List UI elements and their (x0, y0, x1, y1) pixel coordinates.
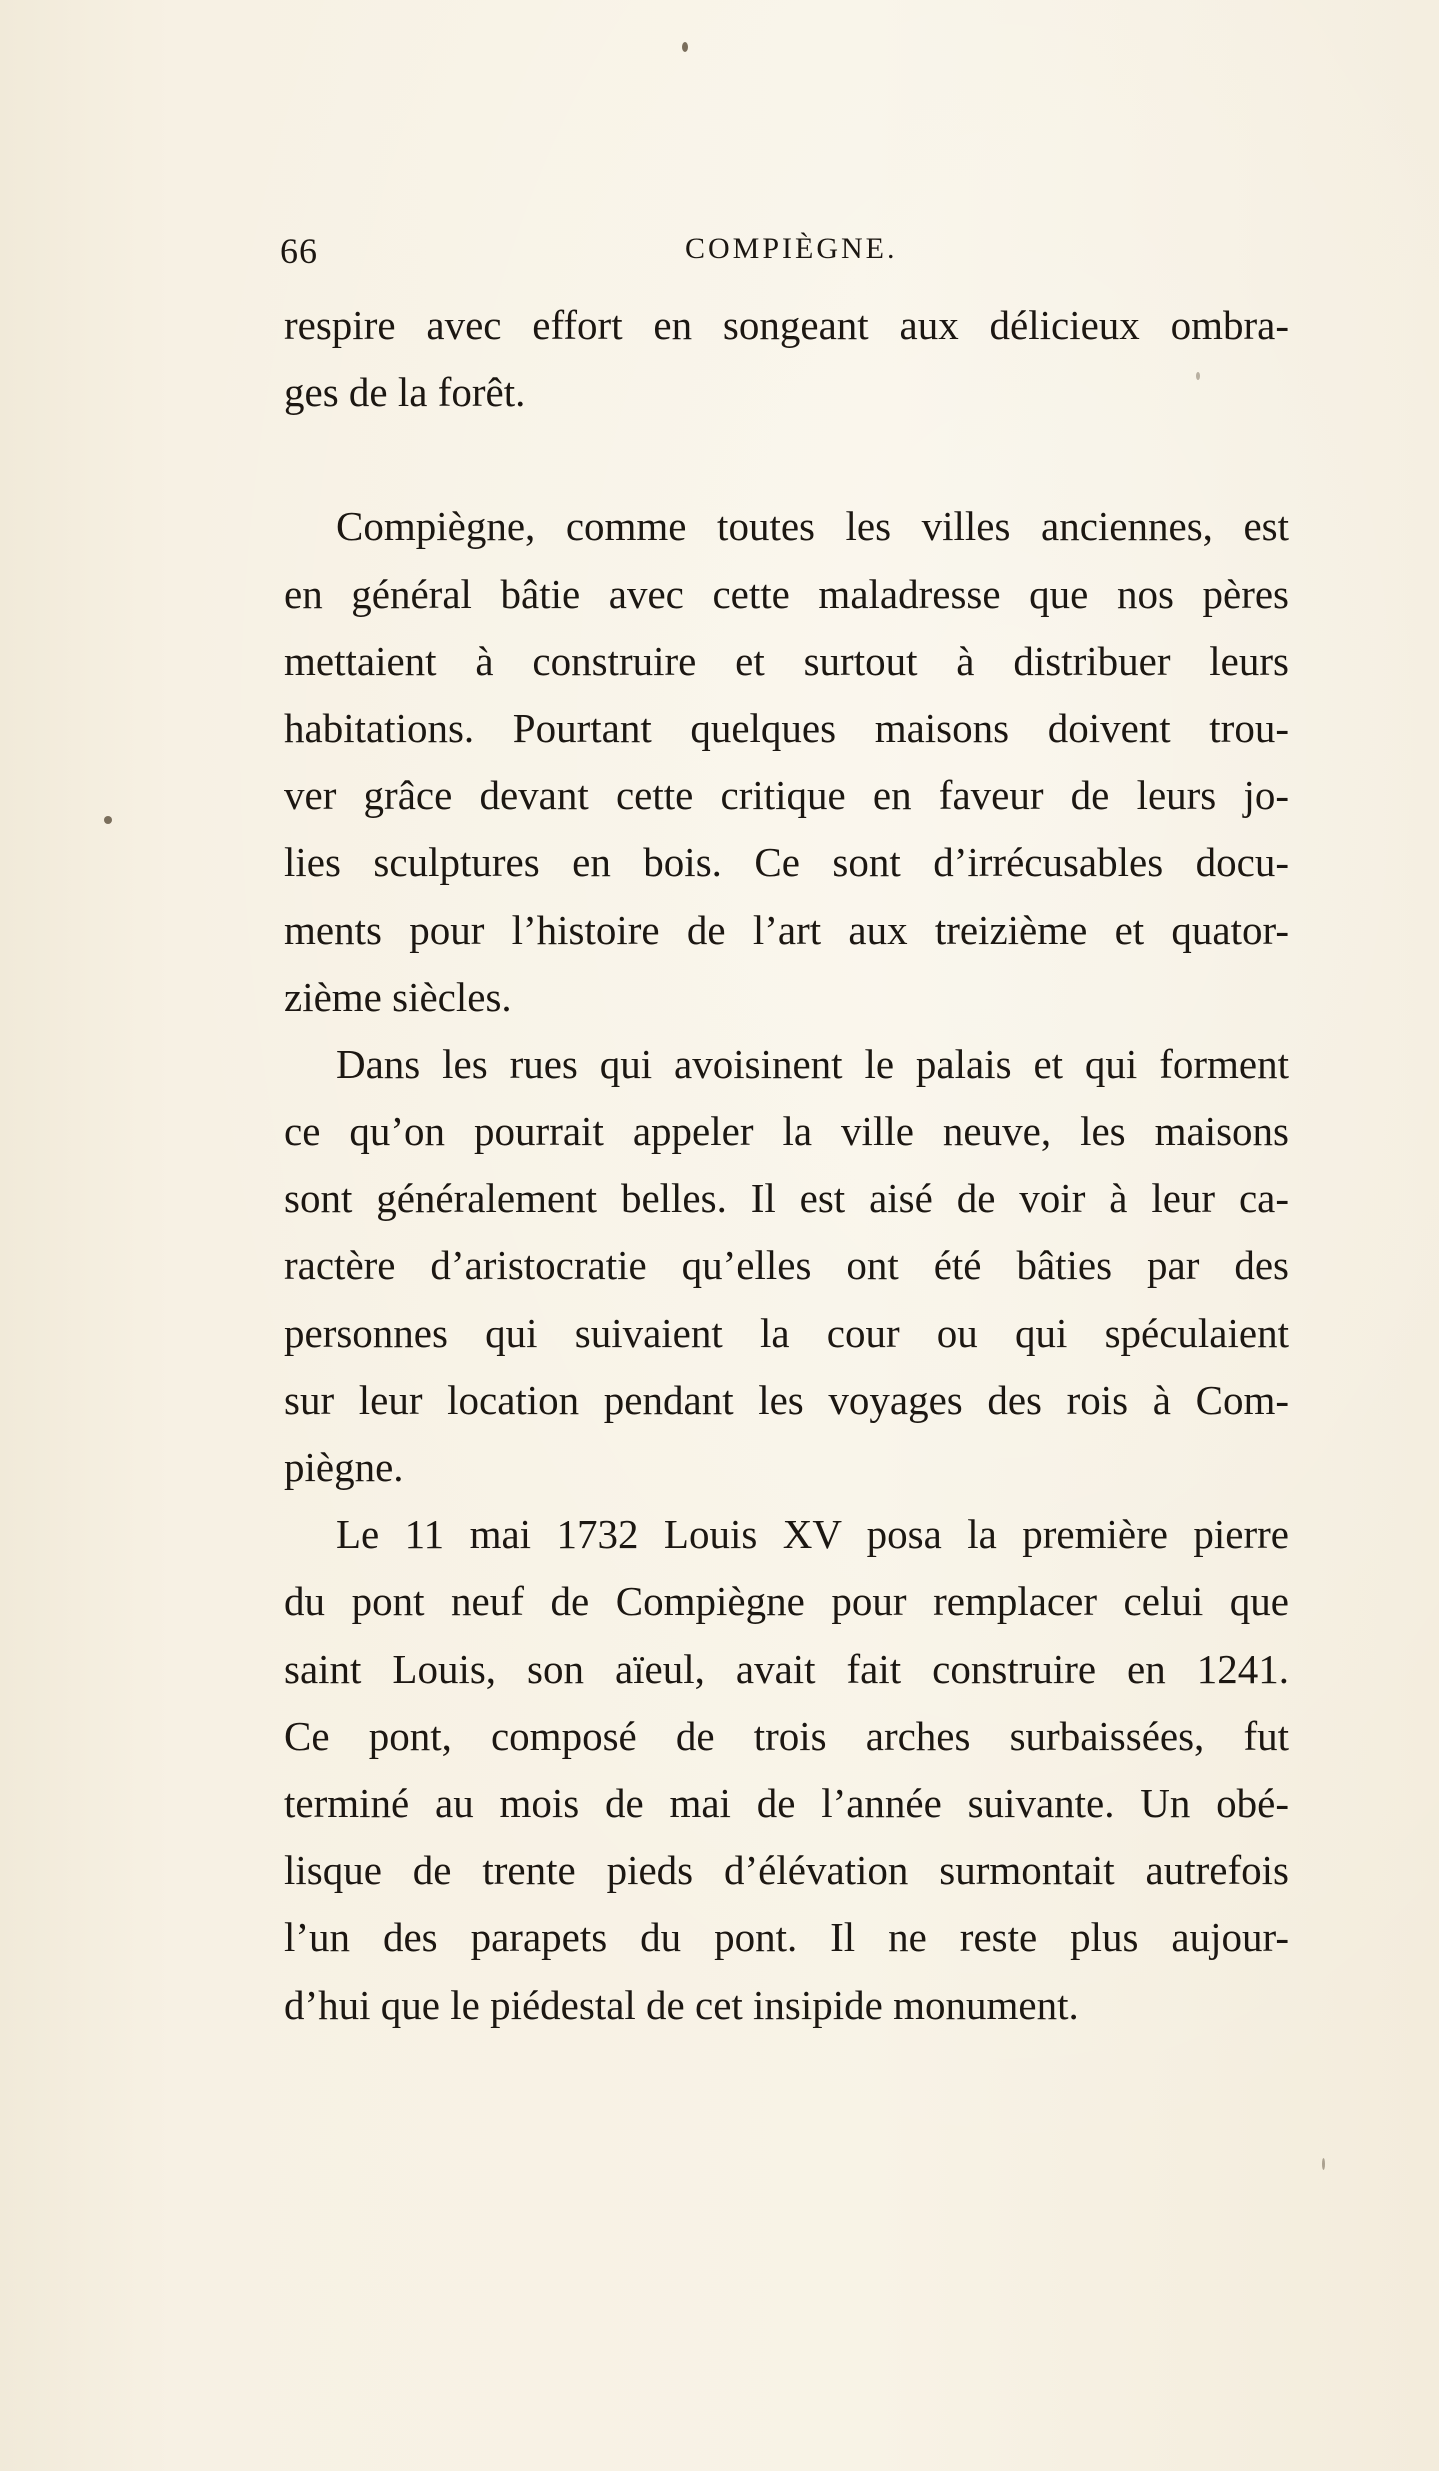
text-line: Dans les rues qui avoisinent le palais et qui forment (336, 1040, 1289, 1087)
paragraph (284, 292, 1289, 426)
ink-speck (682, 42, 688, 52)
text-line: du pont neuf de Compiègne pour remplacer celui que (284, 1578, 1289, 1625)
paragraph (284, 1501, 1289, 2039)
text-line: ver grâce devant cette critique en faveur de leurs jo- (284, 772, 1289, 819)
running-title: COMPIÈGNE. (685, 232, 898, 265)
page-number: 66 (280, 231, 318, 271)
text-line: terminé au mois de mai de l’année suivante. Un obé- (284, 1779, 1289, 1826)
text-line: Ce pont, composé de trois arches surbaissées, fut (284, 1712, 1289, 1759)
text-line: sont généralement belles. Il est aisé de voir à leur ca- (284, 1175, 1289, 1222)
section-break (284, 426, 1289, 493)
text-line: mettaient à construire et surtout à distribuer leurs (284, 637, 1289, 684)
text-line: l’un des parapets du pont. Il ne reste plus aujour- (284, 1914, 1289, 1961)
text-line: ce qu’on pourrait appeler la ville neuve, les maisons (284, 1108, 1289, 1155)
text-line: en général bâtie avec cette maladresse que nos pères (284, 570, 1289, 617)
page-header (280, 230, 1290, 270)
text-line: ments pour l’histoire de l’art aux treizième et quator- (284, 906, 1289, 953)
text-line: ges de la forêt. (284, 369, 526, 416)
paragraph (284, 493, 1289, 1031)
body-text (284, 292, 1289, 2039)
text-line: saint Louis, son aïeul, avait fait construire en 1241. (284, 1645, 1289, 1692)
text-line: personnes qui suivaient la cour ou qui spéculaient (284, 1309, 1289, 1356)
text-line: Compiègne, comme toutes les villes anciennes, est (336, 503, 1289, 550)
text-line: habitations. Pourtant quelques maisons doivent trou- (284, 704, 1289, 751)
text-line: piègne. (284, 1444, 404, 1490)
text-line: Le 11 mai 1732 Louis XV posa la première pierre (336, 1511, 1289, 1558)
text-line: respire avec effort en songeant aux délicieux ombra- (284, 302, 1289, 348)
text-line: lisque de trente pieds d’élévation surmontait autrefois (284, 1847, 1289, 1894)
text-line: lies sculptures en bois. Ce sont d’irrécusables docu- (284, 839, 1289, 886)
text-line: sur leur location pendant les voyages des rois à Com- (284, 1376, 1289, 1423)
text-line: zième siècles. (284, 973, 512, 1020)
ink-speck (104, 816, 112, 824)
paragraph (284, 1031, 1289, 1501)
text-line: ractère d’aristocratie qu’elles ont été bâties par des (284, 1242, 1289, 1289)
text-line: d’hui que le piédestal de cet insipide monument. (284, 1981, 1079, 2028)
ink-speck (1322, 2158, 1325, 2170)
